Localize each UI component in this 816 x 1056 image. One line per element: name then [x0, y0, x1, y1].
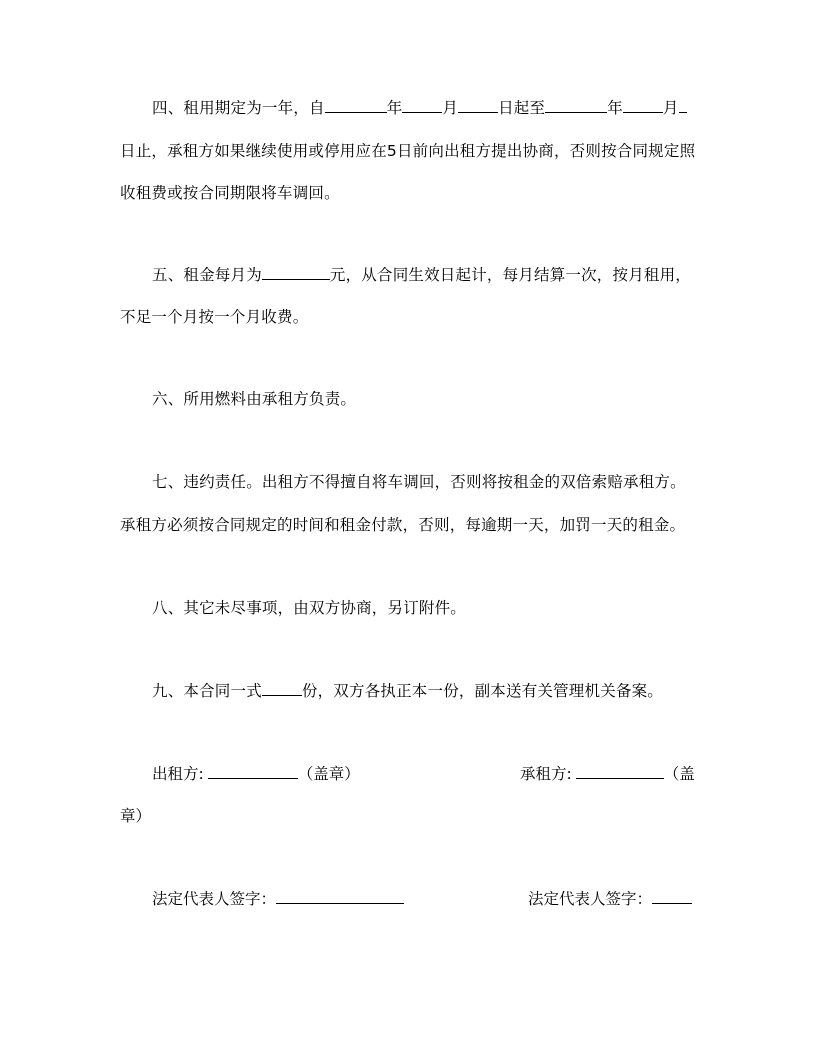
clause-5-text-cont: 元，从合同生效日起计，每月结算一次，按月租用， — [329, 266, 692, 284]
clause-4-line-3: 收租费或按合同期限将车调回。 — [120, 184, 340, 202]
clause-7-line-2: 承租方必须按合同规定的时间和租金付款，否则，每逾期一天，加罚一天的租金。 — [120, 516, 686, 534]
rep-right-label: 法定代表人签字： — [528, 890, 653, 908]
blank-end-month[interactable] — [623, 97, 663, 113]
day-until-label: 日起至 — [498, 99, 546, 117]
clause-9-text-cont: 份，双方各执正本一份，副本送有关管理机关备案。 — [301, 682, 664, 700]
lessee-label: 承租方: — [520, 765, 572, 783]
lessee-seal-text: （盖 — [663, 765, 695, 783]
clause-9-text: 九、本合同一式 — [152, 682, 262, 700]
year-label: 年 — [386, 99, 403, 117]
blank-start-day[interactable] — [458, 97, 498, 113]
blank-copies[interactable] — [262, 680, 302, 696]
blank-start-month[interactable] — [402, 97, 442, 113]
rep-signature-left — [152, 887, 404, 909]
blank-rep-right[interactable] — [652, 888, 692, 904]
clause-4-line-2: 日止，承租方如果继续使用或停用应在5日前向出租方提出协商，否则按合同规定照 — [120, 142, 696, 160]
clause-8-line-1: 八、其它未尽事项，由双方协商，另订附件。 — [152, 599, 467, 617]
lessor-signature-row — [152, 762, 360, 784]
clause-7-line-1: 七、违约责任。出租方不得擅自将车调回，否则将按租金的双倍索赔承租方。 — [152, 473, 686, 491]
clause-5-line-1 — [152, 263, 732, 285]
lessee-seal-wrap: 章） — [120, 807, 152, 825]
blank-lessor[interactable] — [208, 763, 298, 779]
month-label: 月 — [442, 99, 459, 117]
blank-end-year[interactable] — [545, 97, 607, 113]
lessor-label: 出租方: — [152, 765, 204, 783]
blank-rep-left[interactable] — [276, 888, 404, 904]
rep-left-label: 法定代表人签字： — [152, 890, 277, 908]
lessor-seal-text: （盖章） — [297, 765, 360, 783]
lessee-signature-row — [520, 762, 695, 784]
clause-4-text: 四、租用期定为一年，自 — [152, 99, 325, 117]
month-label: 月 — [662, 99, 679, 117]
clause-4-line-1 — [152, 96, 732, 118]
blank-end-day[interactable] — [679, 97, 687, 113]
blank-monthly-rent[interactable] — [262, 264, 330, 280]
rep-signature-right — [528, 887, 692, 909]
blank-lessee[interactable] — [576, 763, 664, 779]
clause-5-text: 五、租金每月为 — [152, 266, 262, 284]
clause-9-line-1 — [152, 679, 732, 701]
blank-start-year[interactable] — [325, 97, 387, 113]
clause-6-line-1: 六、所用燃料由承租方负责。 — [152, 390, 357, 408]
year-label: 年 — [607, 99, 623, 117]
clause-5-line-2: 不足一个月按一个月收费。 — [120, 308, 309, 326]
